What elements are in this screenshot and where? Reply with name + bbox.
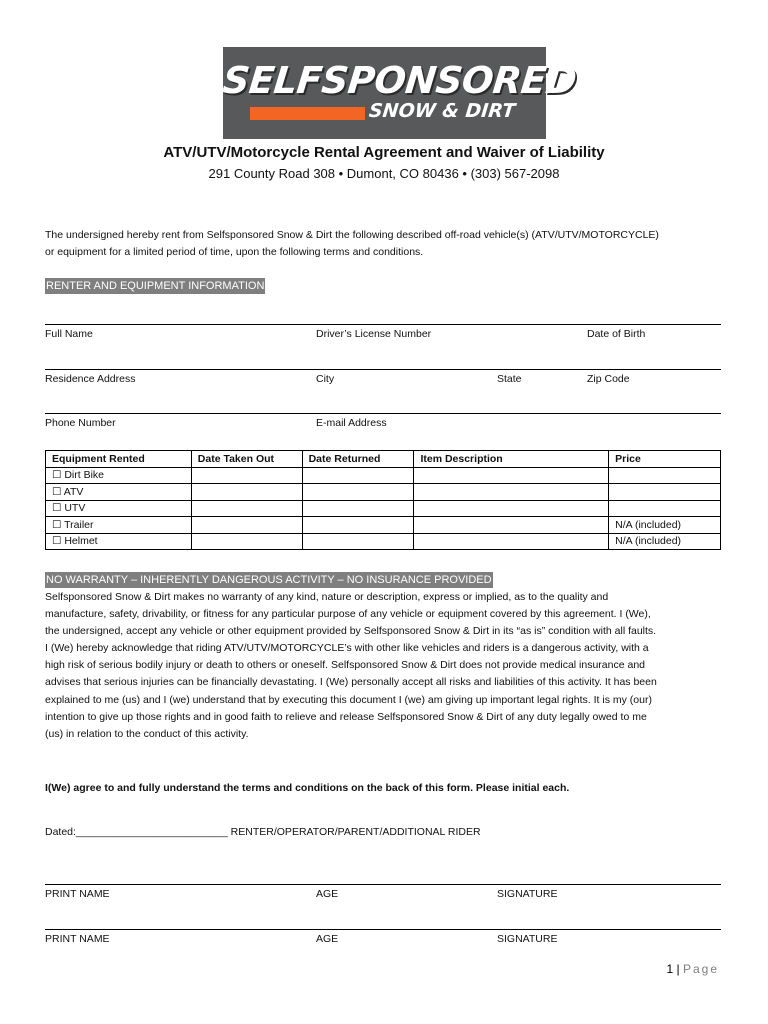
page-separator: |: [676, 962, 680, 976]
date-taken-out-cell[interactable]: [191, 467, 302, 484]
equipment-cell[interactable]: [46, 533, 192, 550]
price-cell[interactable]: [609, 484, 721, 501]
company-address: 291 County Road 308 • Dumont, CO 80436 • (303) 567-2098: [208, 166, 560, 181]
zip-label: Zip Code: [587, 373, 630, 385]
warranty-line: high risk of serious bodily injury or death to others or oneself. Selfsponsored Snow & Dirt does not provide medical insurance and: [45, 659, 645, 672]
agreement-statement: I(We) agree to and fully understand the terms and conditions on the back of this form. Please initial each.: [45, 782, 570, 794]
col-date-returned: Date Returned: [302, 451, 414, 468]
date-taken-out-cell[interactable]: [191, 484, 302, 501]
item-description-cell[interactable]: [414, 533, 609, 550]
table-row: [46, 533, 721, 550]
checkbox-icon[interactable]: ☐: [52, 535, 62, 548]
company-logo: [220, 47, 579, 139]
equipment-cell[interactable]: [46, 484, 192, 501]
date-taken-out-cell[interactable]: [191, 517, 302, 534]
page-label: Page: [682, 962, 719, 976]
city-label: City: [316, 373, 335, 385]
table-row: [46, 484, 721, 501]
warranty-paragraph: [45, 589, 725, 743]
equipment-label: UTV: [64, 502, 86, 515]
equipment-cell[interactable]: [46, 500, 192, 517]
intro-line: or equipment for a limited period of time, upon the following terms and conditions.: [45, 246, 424, 258]
item-description-cell[interactable]: [414, 517, 609, 534]
item-description-cell[interactable]: [414, 484, 609, 501]
equipment-label: Trailer: [64, 518, 94, 531]
equipment-cell[interactable]: [46, 467, 192, 484]
logo-accent-bar: [250, 107, 365, 120]
col-equipment-rented: Equipment Rented: [46, 451, 192, 468]
checkbox-icon[interactable]: ☐: [52, 502, 62, 515]
document-title: ATV/UTV/Motorcycle Rental Agreement and Waiver of Liability: [163, 144, 605, 161]
item-description-cell[interactable]: [414, 500, 609, 517]
dob-label: Date of Birth: [587, 328, 646, 340]
checkbox-icon[interactable]: ☐: [52, 469, 62, 482]
page-number: 1: [666, 962, 674, 976]
equipment-label: Dirt Bike: [64, 469, 105, 482]
residence-label: Residence Address: [45, 373, 136, 385]
signature-label: SIGNATURE: [497, 888, 558, 900]
intro-line: The undersigned hereby rent from Selfsponsored Snow & Dirt the following described off-road vehicle(s) (ATV/UTV/MOTORCYCLE): [45, 229, 659, 241]
price-cell: N/A (included): [609, 517, 721, 534]
warranty-line: manufacture, safety, drivability, or fitness for any particular purpose of any vehicle or equipment covered by this agreement. I (We),: [45, 608, 651, 621]
date-returned-cell[interactable]: [302, 533, 414, 550]
date-returned-cell[interactable]: [302, 500, 414, 517]
warranty-line: explained to me (us) and I (we) understand that by executing this document I (we) am giving up important legal rights. It is my (our): [45, 693, 652, 706]
renter-section-heading: RENTER AND EQUIPMENT INFORMATION: [46, 280, 265, 292]
age-label: AGE: [316, 933, 339, 945]
signature-line[interactable]: [45, 884, 721, 885]
table-row: [46, 500, 721, 517]
full-name-label: Full Name: [45, 328, 93, 340]
date-taken-out-cell[interactable]: [191, 500, 302, 517]
license-label: Driver’s License Number: [316, 328, 432, 340]
full-name-line[interactable]: [45, 324, 721, 325]
logo-wordmark: SELFSPONSORED: [220, 59, 579, 102]
equipment-label: Helmet: [64, 535, 98, 548]
print-name-label: PRINT NAME: [45, 933, 110, 945]
checkbox-icon[interactable]: ☐: [52, 485, 62, 498]
state-label: State: [497, 373, 522, 385]
email-label: E-mail Address: [316, 417, 387, 429]
equipment-table: [45, 450, 721, 550]
age-label: AGE: [316, 888, 339, 900]
dated-field[interactable]: Dated:__________________________ RENTER/OPERATOR/PARENT/ADDITIONAL RIDER: [45, 826, 481, 838]
price-cell[interactable]: [609, 500, 721, 517]
date-returned-cell[interactable]: [302, 517, 414, 534]
item-description-cell[interactable]: [414, 467, 609, 484]
warranty-line: Selfsponsored Snow & Dirt makes no warranty of any kind, nature or description, express or implied, as to the quality and: [45, 591, 609, 603]
intro-paragraph: [45, 227, 725, 261]
phone-label: Phone Number: [45, 417, 116, 429]
warranty-line: the undersigned, accept any vehicle or other equipment provided by Selfsponsored Snow & Dirt in its “as is” condition with all faults.: [45, 625, 657, 638]
date-taken-out-cell[interactable]: [191, 533, 302, 550]
page-footer: [666, 962, 719, 976]
price-cell[interactable]: [609, 467, 721, 484]
col-price: Price: [609, 451, 721, 468]
equipment-label: ATV: [63, 485, 84, 498]
table-row: [46, 517, 721, 534]
date-returned-cell[interactable]: [302, 467, 414, 484]
warranty-line: advises that serious injuries can be financially devastating. I (We) personally accept all risks and liabilities of this activity. It has been: [45, 676, 657, 689]
print-name-label: PRINT NAME: [45, 888, 110, 900]
phone-line[interactable]: [45, 413, 721, 414]
checkbox-icon[interactable]: ☐: [52, 518, 62, 531]
col-date-taken-out: Date Taken Out: [191, 451, 302, 468]
signature-label: SIGNATURE: [497, 933, 558, 945]
warranty-line: intention to give up those rights and in good faith to relieve and release Selfsponsored Snow & Dirt of any duty legally owed to me: [45, 710, 647, 723]
table-row: [46, 467, 721, 484]
logo-subtitle: SNOW & DIRT: [367, 100, 517, 122]
col-item-description: Item Description: [414, 451, 609, 468]
warranty-line: I (We) hereby acknowledge that riding ATV/UTV/MOTORCYCLE’s with other like vehicles and riders is a dangerous activity, with a: [45, 642, 649, 655]
date-returned-cell[interactable]: [302, 484, 414, 501]
table-header-row: [46, 451, 721, 468]
signature-line[interactable]: [45, 929, 721, 930]
warranty-line: (us) in relation to the conduct of this activity.: [45, 727, 249, 740]
price-cell: N/A (included): [609, 533, 721, 550]
equipment-cell[interactable]: [46, 517, 192, 534]
address-line[interactable]: [45, 369, 721, 370]
warranty-section-heading: NO WARRANTY – INHERENTLY DANGEROUS ACTIVITY – NO INSURANCE PROVIDED: [46, 574, 492, 586]
